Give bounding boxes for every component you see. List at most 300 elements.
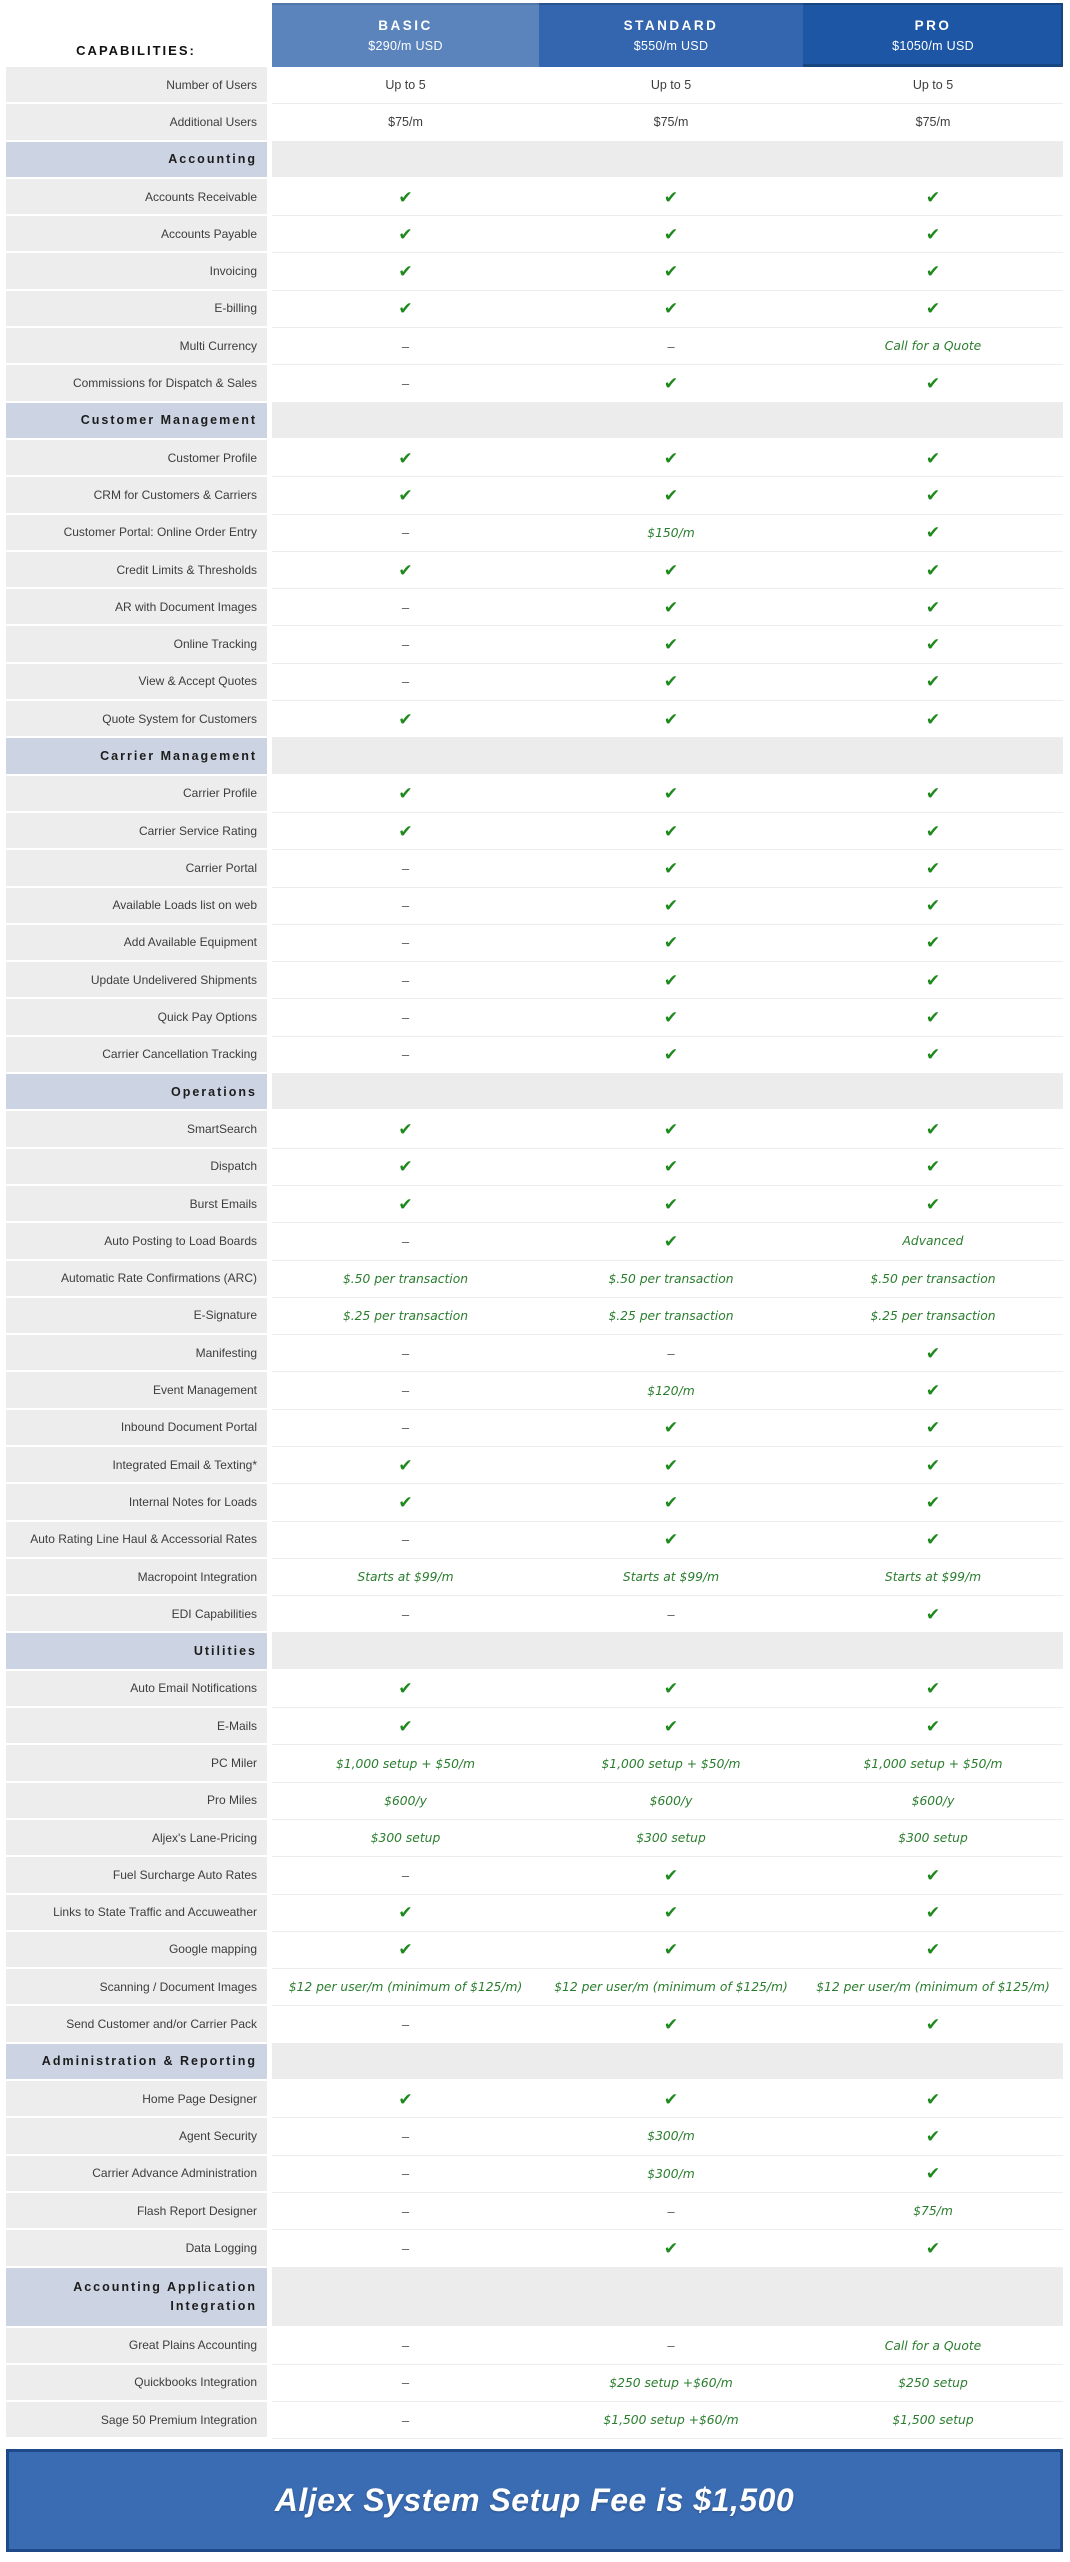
feature-cell-standard <box>539 1372 803 1409</box>
feature-cell-basic <box>272 1932 539 1969</box>
feature-cell-standard <box>539 1335 803 1372</box>
feature-cell-standard <box>539 1596 803 1633</box>
feature-cell-standard <box>539 1559 803 1596</box>
plain-value: $75/m <box>388 115 423 130</box>
feature-row-crm-for-customers-carriers <box>0 477 1070 514</box>
check-icon: ✔ <box>398 1157 413 1177</box>
price-value: $300 setup <box>898 1831 968 1846</box>
feature-cell-standard <box>539 1186 803 1223</box>
feature-label: Event Management <box>0 1372 272 1409</box>
capabilities-column-header <box>0 3 272 67</box>
section-row-administration-reporting <box>0 2044 1070 2081</box>
feature-cell-standard <box>539 701 803 738</box>
feature-cell-standard <box>539 1484 803 1521</box>
check-icon: ✔ <box>663 635 679 655</box>
check-icon: ✔ <box>925 299 941 319</box>
feature-cell-standard <box>539 440 803 477</box>
section-label: Utilities <box>0 1633 272 1670</box>
check-icon: ✔ <box>925 1716 941 1736</box>
feature-row-carrier-service-rating <box>0 813 1070 850</box>
check-icon: ✔ <box>663 1940 679 1960</box>
dash-icon: – <box>401 1345 410 1361</box>
check-icon: ✔ <box>925 187 941 207</box>
check-icon: ✔ <box>925 933 941 953</box>
check-icon: ✔ <box>925 1455 941 1475</box>
section-row-customer-management <box>0 403 1070 440</box>
feature-row-data-logging <box>0 2230 1070 2267</box>
dash-icon: – <box>401 2240 410 2256</box>
check-icon: ✔ <box>398 1679 413 1699</box>
feature-cell-standard <box>539 2006 803 2043</box>
feature-cell-standard <box>539 1783 803 1820</box>
price-value: $1,500 setup +$60/m <box>603 2413 739 2428</box>
feature-cell-basic <box>272 104 539 141</box>
price-value: $75/m <box>913 2204 953 2219</box>
feature-row-accounts-receivable <box>0 179 1070 216</box>
feature-label: Macropoint Integration <box>0 1559 272 1596</box>
plan-name-standard: STANDARD <box>623 17 719 33</box>
check-icon: ✔ <box>925 448 941 468</box>
feature-cell-pro <box>803 850 1063 887</box>
feature-row-quickbooks-integration <box>0 2365 1070 2402</box>
feature-cell-pro <box>803 1223 1063 1260</box>
feature-label: Fuel Surcharge Auto Rates <box>0 1857 272 1894</box>
section-band <box>272 1074 1063 1111</box>
check-icon: ✔ <box>663 187 679 207</box>
check-icon: ✔ <box>925 224 941 244</box>
feature-label: Google mapping <box>0 1932 272 1969</box>
feature-cell-standard <box>539 850 803 887</box>
plans-header-row <box>0 3 1070 67</box>
feature-cell-standard <box>539 1410 803 1447</box>
plan-price-basic: $290/m USD <box>368 38 443 53</box>
price-value: $150/m <box>647 525 695 540</box>
check-icon: ✔ <box>663 1231 679 1251</box>
feature-row-update-undelivered-shipments <box>0 962 1070 999</box>
feature-label: Aljex's Lane-Pricing <box>0 1820 272 1857</box>
feature-row-quote-system-for-customers <box>0 701 1070 738</box>
section-band <box>272 2044 1063 2081</box>
feature-cell-pro <box>803 2402 1063 2439</box>
feature-cell-pro <box>803 477 1063 514</box>
feature-row-auto-posting-to-load-boards <box>0 1223 1070 1260</box>
feature-label: Carrier Advance Administration <box>0 2156 272 2193</box>
feature-label: Automatic Rate Confirmations (ARC) <box>0 1261 272 1298</box>
feature-cell-pro <box>803 1671 1063 1708</box>
capabilities-label: CAPABILITIES: <box>76 43 196 58</box>
dash-icon: – <box>401 2166 410 2182</box>
dash-icon: – <box>401 1606 410 1622</box>
feature-row-carrier-portal <box>0 850 1070 887</box>
check-icon: ✔ <box>925 1940 941 1960</box>
feature-row-e-signature <box>0 1298 1070 1335</box>
feature-row-customer-profile <box>0 440 1070 477</box>
feature-row-event-management <box>0 1372 1070 1409</box>
feature-label: Agent Security <box>0 2118 272 2155</box>
plain-value: Up to 5 <box>650 78 692 93</box>
feature-row-additional-users <box>0 104 1070 141</box>
dash-icon: – <box>667 1345 675 1361</box>
feature-row-edi-capabilities <box>0 1596 1070 1633</box>
price-value: $.50 per transaction <box>608 1271 734 1286</box>
feature-label: Multi Currency <box>0 328 272 365</box>
feature-cell-pro <box>803 2156 1063 2193</box>
feature-cell-basic <box>272 1671 539 1708</box>
feature-label: Accounts Receivable <box>0 179 272 216</box>
dash-icon: – <box>401 1532 410 1548</box>
feature-cell-pro <box>803 1857 1063 1894</box>
pricing-comparison-page <box>0 3 1070 2552</box>
dash-icon: – <box>401 972 410 988</box>
check-icon: ✔ <box>663 2089 679 2109</box>
check-icon: ✔ <box>925 523 941 543</box>
plan-name-basic: BASIC <box>378 17 433 33</box>
feature-cell-standard <box>539 1671 803 1708</box>
check-icon: ✔ <box>663 2015 679 2035</box>
feature-cell-standard <box>539 2156 803 2193</box>
feature-row-aljex-s-lane-pricing <box>0 1820 1070 1857</box>
feature-row-commissions-for-dispatch-sales <box>0 365 1070 402</box>
check-icon: ✔ <box>398 1716 413 1736</box>
dash-icon: – <box>401 1420 410 1436</box>
feature-cell-pro <box>803 626 1063 663</box>
feature-label: Add Available Equipment <box>0 925 272 962</box>
feature-cell-standard <box>539 589 803 626</box>
feature-row-pro-miles <box>0 1783 1070 1820</box>
feature-cell-standard <box>539 1522 803 1559</box>
check-icon: ✔ <box>925 1194 941 1214</box>
capabilities-table-body <box>0 67 1070 2439</box>
feature-row-ar-with-document-images <box>0 589 1070 626</box>
check-icon: ✔ <box>398 224 413 244</box>
feature-cell-standard <box>539 1820 803 1857</box>
feature-cell-standard <box>539 1037 803 1074</box>
section-row-accounting <box>0 142 1070 179</box>
check-icon: ✔ <box>663 1157 679 1177</box>
section-row-carrier-management <box>0 738 1070 775</box>
check-icon: ✔ <box>663 2238 679 2258</box>
feature-cell-pro <box>803 328 1063 365</box>
dash-icon: – <box>401 525 410 541</box>
feature-cell-standard <box>539 776 803 813</box>
price-value: $.50 per transaction <box>870 1271 996 1286</box>
dash-icon: – <box>401 2338 410 2354</box>
price-value: $600/y <box>384 1793 427 1808</box>
price-value: $1,000 setup + $50/m <box>863 1756 1003 1771</box>
section-band <box>272 738 1063 775</box>
price-value: $.25 per transaction <box>342 1308 469 1323</box>
check-icon: ✔ <box>925 1418 941 1438</box>
feature-label: Burst Emails <box>0 1186 272 1223</box>
feature-cell-basic <box>272 1372 539 1409</box>
feature-cell-basic <box>272 2328 539 2365</box>
dash-icon: – <box>401 2203 410 2219</box>
feature-label: E-billing <box>0 291 272 328</box>
feature-cell-basic <box>272 664 539 701</box>
dash-icon: – <box>401 338 410 354</box>
feature-cell-basic <box>272 626 539 663</box>
plain-value: $75/m <box>915 115 951 130</box>
feature-cell-pro <box>803 2006 1063 2043</box>
plain-value: Up to 5 <box>385 78 426 93</box>
price-value: $1,000 setup + $50/m <box>335 1756 476 1771</box>
dash-icon: – <box>401 1867 410 1883</box>
check-icon: ✔ <box>925 1381 941 1401</box>
feature-cell-basic <box>272 1298 539 1335</box>
price-value: $120/m <box>647 1383 695 1398</box>
check-icon: ✔ <box>925 2164 941 2184</box>
feature-row-auto-rating-line-haul-accessorial-rates <box>0 1522 1070 1559</box>
price-value: Starts at $99/m <box>622 1570 720 1585</box>
feature-cell-pro <box>803 1447 1063 1484</box>
price-value: $.25 per transaction <box>608 1308 734 1323</box>
feature-cell-pro <box>803 999 1063 1036</box>
section-band <box>272 142 1063 179</box>
check-icon: ✔ <box>663 1045 679 1065</box>
feature-cell-basic <box>272 1708 539 1745</box>
setup-fee-text: Aljex System Setup Fee is $1,500 <box>274 2482 795 2519</box>
feature-label: Accounts Payable <box>0 216 272 253</box>
feature-cell-standard <box>539 2365 803 2402</box>
plan-price-pro: $1050/m USD <box>892 38 974 53</box>
check-icon: ✔ <box>663 1418 679 1438</box>
feature-cell-basic <box>272 2365 539 2402</box>
section-band <box>272 1633 1063 1670</box>
feature-cell-basic <box>272 962 539 999</box>
feature-cell-basic <box>272 1857 539 1894</box>
feature-label: Pro Miles <box>0 1783 272 1820</box>
feature-cell-basic <box>272 850 539 887</box>
feature-cell-standard <box>539 179 803 216</box>
price-value: Call for a Quote <box>884 339 982 354</box>
dash-icon: – <box>401 1010 410 1026</box>
check-icon: ✔ <box>398 1455 413 1475</box>
check-icon: ✔ <box>663 933 679 953</box>
section-label: Accounting <box>0 142 272 179</box>
feature-cell-standard <box>539 2328 803 2365</box>
feature-label: Customer Profile <box>0 440 272 477</box>
feature-cell-basic <box>272 515 539 552</box>
check-icon: ✔ <box>663 1455 679 1475</box>
check-icon: ✔ <box>925 1119 941 1139</box>
feature-cell-basic <box>272 2006 539 2043</box>
feature-label: EDI Capabilities <box>0 1596 272 1633</box>
feature-label: Carrier Cancellation Tracking <box>0 1037 272 1074</box>
feature-cell-pro <box>803 440 1063 477</box>
check-icon: ✔ <box>925 1530 941 1550</box>
feature-cell-basic <box>272 253 539 290</box>
feature-cell-basic <box>272 999 539 1036</box>
check-icon: ✔ <box>663 485 679 505</box>
feature-cell-basic <box>272 2081 539 2118</box>
check-icon: ✔ <box>663 970 679 990</box>
feature-row-fuel-surcharge-auto-rates <box>0 1857 1070 1894</box>
price-value: $250 setup +$60/m <box>609 2375 733 2390</box>
check-icon: ✔ <box>925 784 941 804</box>
feature-cell-pro <box>803 888 1063 925</box>
check-icon: ✔ <box>663 560 679 580</box>
feature-cell-pro <box>803 1149 1063 1186</box>
feature-cell-standard <box>539 1149 803 1186</box>
price-value: $.25 per transaction <box>870 1308 996 1323</box>
feature-label: Scanning / Document Images <box>0 1969 272 2006</box>
section-band <box>272 403 1063 440</box>
check-icon: ✔ <box>925 896 941 916</box>
dash-icon: – <box>667 2203 675 2219</box>
feature-cell-basic <box>272 1783 539 1820</box>
check-icon: ✔ <box>925 970 941 990</box>
price-value: $12 per user/m (minimum of $125/m) <box>816 1980 1050 1995</box>
price-value: $.50 per transaction <box>342 1271 469 1286</box>
feature-cell-pro <box>803 1037 1063 1074</box>
feature-cell-pro <box>803 2365 1063 2402</box>
feature-row-scanning-document-images <box>0 1969 1070 2006</box>
dash-icon: – <box>401 2412 410 2428</box>
feature-cell-basic <box>272 2118 539 2155</box>
feature-cell-basic <box>272 1149 539 1186</box>
feature-row-carrier-advance-administration <box>0 2156 1070 2193</box>
feature-cell-basic <box>272 1484 539 1521</box>
feature-label: Great Plains Accounting <box>0 2328 272 2365</box>
check-icon: ✔ <box>398 299 413 319</box>
check-icon: ✔ <box>925 485 941 505</box>
feature-cell-pro <box>803 2230 1063 2267</box>
feature-cell-pro <box>803 1335 1063 1372</box>
feature-cell-standard <box>539 999 803 1036</box>
feature-cell-basic <box>272 1261 539 1298</box>
dash-icon: – <box>401 2017 410 2033</box>
feature-row-burst-emails <box>0 1186 1070 1223</box>
feature-cell-standard <box>539 1932 803 1969</box>
feature-cell-basic <box>272 179 539 216</box>
feature-cell-standard <box>539 1969 803 2006</box>
section-label: Administration & Reporting <box>0 2044 272 2081</box>
check-icon: ✔ <box>925 1492 941 1512</box>
feature-cell-basic <box>272 365 539 402</box>
price-value: $300 setup <box>370 1831 441 1846</box>
feature-cell-standard <box>539 216 803 253</box>
feature-label: Additional Users <box>0 104 272 141</box>
check-icon: ✔ <box>398 2089 413 2109</box>
feature-cell-basic <box>272 888 539 925</box>
feature-cell-standard <box>539 626 803 663</box>
feature-cell-standard <box>539 1895 803 1932</box>
feature-row-carrier-profile <box>0 776 1070 813</box>
feature-cell-pro <box>803 701 1063 738</box>
feature-row-credit-limits-thresholds <box>0 552 1070 589</box>
check-icon: ✔ <box>663 1679 679 1699</box>
feature-label: Quick Pay Options <box>0 999 272 1036</box>
feature-cell-pro <box>803 104 1063 141</box>
check-icon: ✔ <box>925 2015 941 2035</box>
feature-label: Dispatch <box>0 1149 272 1186</box>
feature-cell-basic <box>272 291 539 328</box>
feature-row-pc-miler <box>0 1745 1070 1782</box>
check-icon: ✔ <box>925 1008 941 1028</box>
feature-cell-standard <box>539 477 803 514</box>
check-icon: ✔ <box>925 1865 941 1885</box>
feature-cell-standard <box>539 1298 803 1335</box>
feature-cell-basic <box>272 477 539 514</box>
feature-row-accounts-payable <box>0 216 1070 253</box>
feature-cell-standard <box>539 925 803 962</box>
feature-cell-pro <box>803 589 1063 626</box>
feature-label: Data Logging <box>0 2230 272 2267</box>
feature-cell-pro <box>803 253 1063 290</box>
feature-label: AR with Document Images <box>0 589 272 626</box>
feature-label: Sage 50 Premium Integration <box>0 2402 272 2439</box>
feature-row-google-mapping <box>0 1932 1070 1969</box>
feature-label: Internal Notes for Loads <box>0 1484 272 1521</box>
feature-cell-basic <box>272 776 539 813</box>
feature-row-home-page-designer <box>0 2081 1070 2118</box>
check-icon: ✔ <box>925 672 941 692</box>
feature-cell-basic <box>272 328 539 365</box>
feature-label: Auto Rating Line Haul & Accessorial Rates <box>0 1522 272 1559</box>
feature-cell-basic <box>272 67 539 104</box>
check-icon: ✔ <box>925 635 941 655</box>
feature-label: CRM for Customers & Carriers <box>0 477 272 514</box>
feature-cell-standard <box>539 1745 803 1782</box>
feature-cell-pro <box>803 2193 1063 2230</box>
feature-cell-pro <box>803 1559 1063 1596</box>
price-value: Starts at $99/m <box>884 1570 982 1585</box>
check-icon: ✔ <box>925 1679 941 1699</box>
feature-cell-pro <box>803 1708 1063 1745</box>
feature-cell-pro <box>803 1111 1063 1148</box>
check-icon: ✔ <box>398 821 413 841</box>
check-icon: ✔ <box>925 858 941 878</box>
check-icon: ✔ <box>398 485 413 505</box>
feature-label: View & Accept Quotes <box>0 664 272 701</box>
feature-row-online-tracking <box>0 626 1070 663</box>
dash-icon: – <box>401 376 410 392</box>
feature-cell-basic <box>272 552 539 589</box>
feature-cell-pro <box>803 179 1063 216</box>
feature-cell-standard <box>539 2402 803 2439</box>
feature-label: Auto Email Notifications <box>0 1671 272 1708</box>
check-icon: ✔ <box>925 821 941 841</box>
plan-header-pro <box>803 3 1063 67</box>
feature-cell-pro <box>803 1820 1063 1857</box>
feature-row-links-to-state-traffic-and-accuweather <box>0 1895 1070 1932</box>
feature-cell-pro <box>803 2081 1063 2118</box>
feature-cell-pro <box>803 776 1063 813</box>
feature-cell-standard <box>539 67 803 104</box>
feature-cell-basic <box>272 1745 539 1782</box>
feature-cell-standard <box>539 104 803 141</box>
feature-row-integrated-email-texting <box>0 1447 1070 1484</box>
check-icon: ✔ <box>398 448 413 468</box>
feature-cell-basic <box>272 1447 539 1484</box>
price-value: Starts at $99/m <box>357 1570 454 1585</box>
feature-label: Carrier Profile <box>0 776 272 813</box>
feature-cell-pro <box>803 1745 1063 1782</box>
feature-cell-basic <box>272 1969 539 2006</box>
check-icon: ✔ <box>398 187 413 207</box>
dash-icon: – <box>401 599 410 615</box>
feature-cell-standard <box>539 1857 803 1894</box>
feature-row-invoicing <box>0 253 1070 290</box>
dash-icon: – <box>401 935 410 951</box>
feature-cell-pro <box>803 1410 1063 1447</box>
feature-cell-pro <box>803 1895 1063 1932</box>
feature-label: Online Tracking <box>0 626 272 663</box>
check-icon: ✔ <box>663 896 679 916</box>
check-icon: ✔ <box>398 1119 413 1139</box>
section-label: Operations <box>0 1074 272 1111</box>
feature-label: Inbound Document Portal <box>0 1410 272 1447</box>
